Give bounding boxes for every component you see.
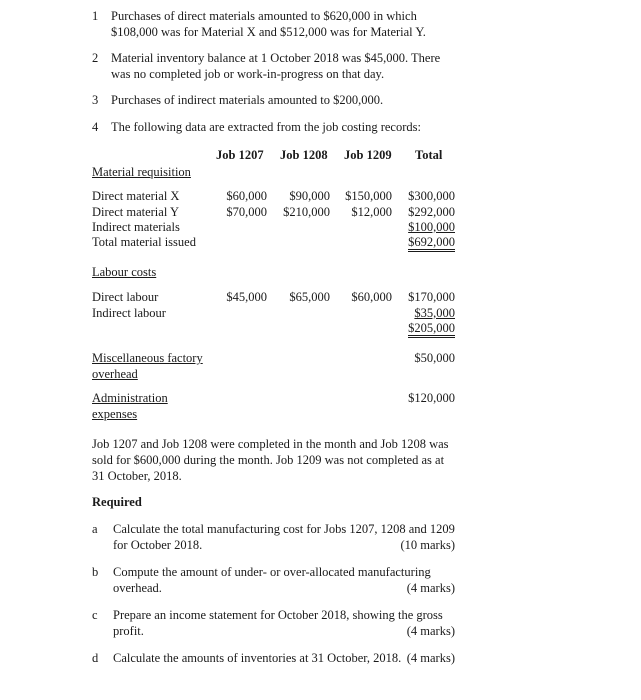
question-letter: c [92,608,98,622]
question-letter: a [92,522,98,536]
misc-overhead-label: Miscellaneous factory [92,351,203,365]
header-job-1208: Job 1208 [280,148,328,162]
question-letter: b [92,565,99,579]
question-b-marks: (4 marks) [406,581,455,595]
cell-value: $60,000 [351,290,392,304]
question-b-line2: overhead. [113,581,162,595]
cell-value: $170,000 [408,290,455,304]
cell-value: $35,000 [414,306,455,320]
row-label: Indirect labour [92,306,166,320]
item-4-line1: The following data are extracted from the job costing records: [111,120,421,134]
cell-value: $12,000 [351,205,392,219]
row-label: Total material issued [92,235,196,249]
item-2-line2: was no completed job or work-in-progress on that day. [111,67,385,81]
cell-value: $300,000 [408,189,455,203]
cell-value: $90,000 [289,189,330,203]
question-b-line1: Compute the amount of under- or over-allocated manufacturing [113,565,431,579]
cell-value: $45,000 [226,290,267,304]
row-label: Direct labour [92,290,159,304]
question-d-marks: (4 marks) [406,651,455,665]
row-label: Indirect materials [92,220,180,234]
header-total: Total [415,148,443,162]
paragraph-line: 31 October, 2018. [92,469,182,483]
required-heading: Required [92,495,142,509]
row-label: Direct material Y [92,205,179,219]
admin-expenses-label: Administration [92,391,168,405]
question-c-line1: Prepare an income statement for October 2018, showing the gross [113,608,443,622]
question-a-line1: Calculate the total manufacturing cost for Jobs 1207, 1208 and 1209 [113,522,455,536]
question-a-marks: (10 marks) [400,538,455,552]
admin-expenses-label-2: expenses [92,407,138,421]
question-c-line2: profit. [113,624,144,638]
row-label: Direct material X [92,189,180,203]
question-c-marks: (4 marks) [406,624,455,638]
item-1-number: 1 [92,9,99,23]
material-section-title: Material requisition [92,165,191,179]
item-1-line2: $108,000 was for Material X and $512,000 was for Material Y. [111,25,426,39]
item-3-line1: Purchases of indirect materials amounted to $200,000. [111,93,384,107]
cell-value: $100,000 [408,220,455,234]
question-letter: d [92,651,99,665]
admin-expenses-total: $120,000 [408,391,455,405]
cell-value: $150,000 [345,189,392,203]
question-a-line2: for October 2018. [113,538,203,552]
cell-value: $60,000 [226,189,267,203]
misc-overhead-label-2: overhead [92,367,138,381]
cell-value: $692,000 [408,235,455,252]
item-1-line1: Purchases of direct materials amounted to $620,000 in which [111,9,417,23]
header-job-1207: Job 1207 [216,148,264,162]
question-d-line1: Calculate the amounts of inventories at 31 October, 2018. [113,651,402,665]
item-3-number: 3 [92,93,99,107]
paragraph-line: Job 1207 and Job 1208 were completed in the month and Job 1208 was [92,437,449,451]
cell-value: $205,000 [408,321,455,338]
item-4-number: 4 [92,120,99,134]
cell-value: $292,000 [408,205,455,219]
item-2-number: 2 [92,51,99,65]
header-job-1209: Job 1209 [344,148,392,162]
paragraph-line: sold for $600,000 during the month. Job 1209 was not completed as at [92,453,445,467]
cell-value: $65,000 [289,290,330,304]
labour-section-title: Labour costs [92,265,157,279]
item-2-line1: Material inventory balance at 1 October 2018 was $45,000. There [111,51,441,65]
cell-value: $70,000 [226,205,267,219]
cell-value: $210,000 [283,205,330,219]
misc-overhead-total: $50,000 [414,351,455,365]
